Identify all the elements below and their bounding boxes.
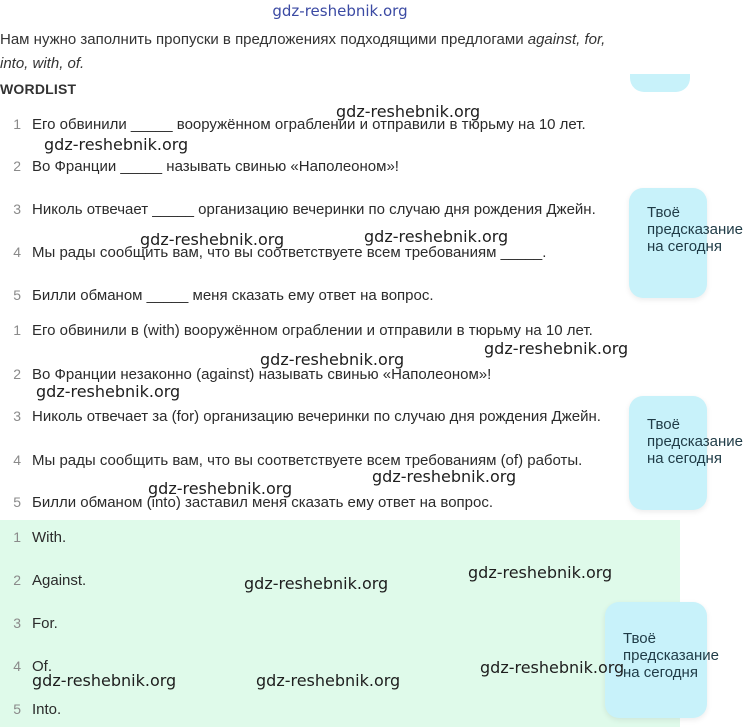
filled-text: Во Франции незаконно (against) называть свинью «Наполеоном»! [32,366,492,383]
filled-number: 1 [13,322,21,338]
filled-number: 4 [13,452,21,468]
bubble-line: на сегодня [623,664,698,681]
answer-number: 2 [13,572,21,588]
bubble-line: на сегодня [647,238,722,255]
task-text: Мы рады сообщить вам, что вы соответствуете всем требованиям _____. [32,244,547,261]
watermark-text: gdz-reshebnik.org [372,467,517,486]
filled-text: Билли обманом (into) заставил меня сказать ему ответ на вопрос. [32,494,494,511]
filled-number: 5 [13,494,21,510]
prediction-bubble[interactable] [629,396,743,510]
wordlist-heading: WORDLIST [0,81,77,97]
watermark-text: gdz-reshebnik.org [244,574,389,593]
watermark-text: gdz-reshebnik.org [256,671,401,690]
watermark-text: gdz-reshebnik.org [480,658,625,677]
task-intro [0,28,675,76]
watermark-text: gdz-reshebnik.org [32,671,177,690]
task-text: Его обвинили _____ вооружённом ограблении и отправили в тюрьму на 10 лет. [32,116,586,133]
task-number: 3 [13,201,21,217]
bubble-line: предсказание [647,221,743,238]
watermark-text: gdz-reshebnik.org [468,563,613,582]
filled-text: Николь отвечает за (for) организацию вечеринки по случаю дня рождения Джейн. [32,408,601,425]
intro-prepositions: against, for, [527,31,606,48]
intro-prepositions-cont: into, with, of. [0,55,85,72]
watermark-text: gdz-reshebnik.org [44,135,189,154]
intro-text: Нам нужно заполнить пропуски в предложениях подходящими предлогами [0,31,528,48]
watermark-text: gdz-reshebnik.org [140,230,285,249]
bubble-line: Твоё [647,204,680,221]
answer-text: Of. [32,658,53,675]
watermark-text: gdz-reshebnik.org [364,227,509,246]
task-number: 2 [13,158,21,174]
watermark-text: gdz-reshebnik.org [484,339,629,358]
filled-text: Мы рады сообщить вам, что вы соответствуете всем требованиям (of) работы. [32,452,583,469]
answer-text: With. [32,529,67,546]
site-watermark: gdz-reshebnik.org [272,2,408,20]
prediction-bubble[interactable] [629,188,743,298]
task-text: Во Франции _____ называть свинью «Наполеоном»! [32,158,399,175]
answer-number: 3 [13,615,21,631]
bubble-line: Твоё [623,630,656,647]
filled-number: 2 [13,366,21,382]
answer-text: Against. [32,572,87,589]
watermark-text: gdz-reshebnik.org [336,102,481,121]
task-text: Николь отвечает _____ организацию вечеринки по случаю дня рождения Джейн. [32,201,596,218]
watermark-text: gdz-reshebnik.org [148,479,293,498]
bubble-line: предсказание [623,647,720,664]
answer-number: 4 [13,658,21,674]
answer-text: Into. [32,701,62,718]
bubble-line: на сегодня [647,450,722,467]
bubble-line: Твоё [647,416,680,433]
watermark-text: gdz-reshebnik.org [260,350,405,369]
filled-text: Его обвинили в (with) вооружённом ограблении и отправили в тюрьму на 10 лет. [32,322,593,339]
bubble-line: предсказание [647,433,743,450]
answer-number: 5 [13,701,21,717]
prediction-bubble-edge [630,74,690,92]
watermark-text: gdz-reshebnik.org [36,382,181,401]
answer-text: For. [32,615,58,632]
task-text: Билли обманом _____ меня сказать ему ответ на вопрос. [32,287,434,304]
task-number: 1 [13,116,21,132]
filled-number: 3 [13,408,21,424]
task-number: 4 [13,244,21,260]
answers-panel [0,520,680,727]
task-number: 5 [13,287,21,303]
answer-number: 1 [13,529,21,545]
